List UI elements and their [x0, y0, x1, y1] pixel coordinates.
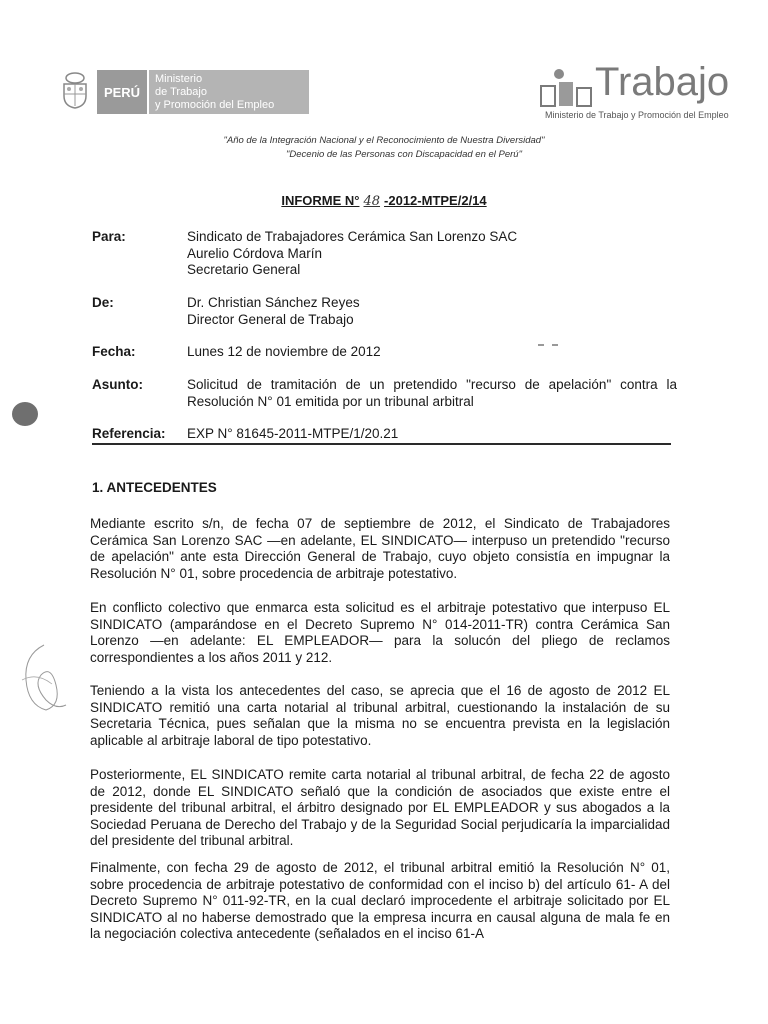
country-label: PERÚ — [97, 70, 149, 114]
signature-initials-icon — [14, 640, 74, 720]
meta-label: Fecha: — [92, 344, 136, 359]
meta-label: Asunto: — [92, 377, 143, 392]
meta-value-line: Lunes 12 de noviembre de 2012 — [187, 344, 381, 359]
paragraph: Posteriormente, EL SINDICATO remite carta notarial al tribunal arbitral, de fecha 22 de agosto de 2012, donde EL SINDICATO señaló que la condición de asociados que existe entre el presidente del tribunal arbitral, el árbitro designado por EL EMPLEADOR y sus abogados a la Sociedad Peruana de Derecho del Trabajo y de la Seguridad Social perjudicaría la imparcialidad del presidente del tribunal arbitral. — [90, 767, 670, 849]
meta-label: De: — [92, 295, 114, 310]
meta-value — [187, 426, 677, 443]
meta-value-line: Secretario General — [187, 262, 301, 277]
punch-hole-mark — [12, 402, 38, 426]
letterhead — [55, 60, 745, 124]
trabajo-brand-logo — [535, 60, 745, 124]
ministry-line: de Trabajo — [155, 86, 207, 98]
report-prefix: INFORME N° — [281, 193, 360, 208]
government-logo — [97, 70, 309, 114]
trabajo-people-icon — [539, 68, 595, 108]
ministry-line: Ministerio — [155, 73, 203, 85]
paragraph: Finalmente, con fecha 29 de agosto de 2012, el tribunal arbitral emitió la Resolución N° 01, sobre procedencia de arbitraje potestativo de conformidad con el inciso b) del artículo 61- A del Decreto Supremo N° 011-92-TR, en la cual declaró improcedente el arbitraje solicitado por EL SINDICATO al no haberse demostrado que la empresa incurra en causal alguna de mala fe en la negociación colectiva antecedente (señalados en el inciso 61-A — [90, 860, 670, 942]
scan-dash-mark — [538, 342, 560, 348]
brand-word: Trabajo — [595, 60, 730, 104]
meta-label: Referencia: — [92, 426, 166, 441]
ministry-line: y Promoción del Empleo — [155, 99, 275, 111]
report-handwritten-number: 48 — [363, 194, 381, 209]
motto-line: "Decenio de las Personas con Discapacidad en el Perú" — [286, 149, 522, 160]
meta-value-line: Director General de Trabajo — [187, 311, 354, 327]
meta-value — [187, 344, 677, 361]
paragraph: Teniendo a la vista los antecedentes del caso, se aprecia que el 16 de agosto de 2012 EL SINDICATO remitió una carta notarial al tribunal arbitral, cuestionando la instalación de su Secretaria Técnica, pues señalan que la misma no se encuentra prevista en la legislación aplicable al arbitraje laboral de tipo potestativo. — [90, 683, 670, 748]
brand-subtitle: Ministerio de Trabajo y Promoción del Empleo — [545, 110, 729, 120]
report-suffix: -2012-MTPE/2/14 — [384, 193, 487, 208]
meta-value — [187, 295, 677, 328]
ministry-label — [149, 70, 309, 114]
coat-of-arms-icon — [59, 70, 91, 110]
report-title — [0, 193, 768, 209]
meta-label: Para: — [92, 229, 126, 244]
divider-line — [92, 443, 671, 445]
motto-line: "Año de la Integración Nacional y el Reconocimiento de Nuestra Diversidad" — [223, 135, 545, 146]
meta-value-line: Dr. Christian Sánchez Reyes — [187, 295, 360, 310]
meta-value-line: Sindicato de Trabajadores Cerámica San Lorenzo SAC — [187, 229, 518, 244]
meta-value: Solicitud de tramitación de un pretendido "recurso de apelación" contra la Resolución N° 01 emitida por un tribunal arbitral — [187, 377, 677, 409]
section-heading: 1. ANTECEDENTES — [92, 480, 217, 495]
meta-value-line: EXP N° 81645-2011-MTPE/1/20.21 — [187, 426, 399, 441]
meta-value — [187, 229, 677, 279]
paragraph: Mediante escrito s/n, de fecha 07 de septiembre de 2012, el Sindicato de Trabajadores Cerámica San Lorenzo SAC —en adelante, EL SINDICATO— interpuso un pretendido "recurso de apelación" ante esta Dirección General de Trabajo, cuyo objeto consistía en impugnar la Resolución N° 01, sobre procedencia de arbitraje potestativo. — [90, 516, 670, 581]
paragraph: En conflicto colectivo que enmarca esta solicitud es el arbitraje potestativo que interpuso EL SINDICATO (amparándose en el Decreto Supremo N° 014-2011-TR) contra Cerámica San Lorenzo —en adelante: EL EMPLEADOR— para la solucón del pliego de reclamos correspondientes a los años 2011 y 212. — [90, 600, 670, 665]
meta-value-line: Aurelio Córdova Marín — [187, 245, 323, 261]
official-mottos — [0, 134, 768, 162]
